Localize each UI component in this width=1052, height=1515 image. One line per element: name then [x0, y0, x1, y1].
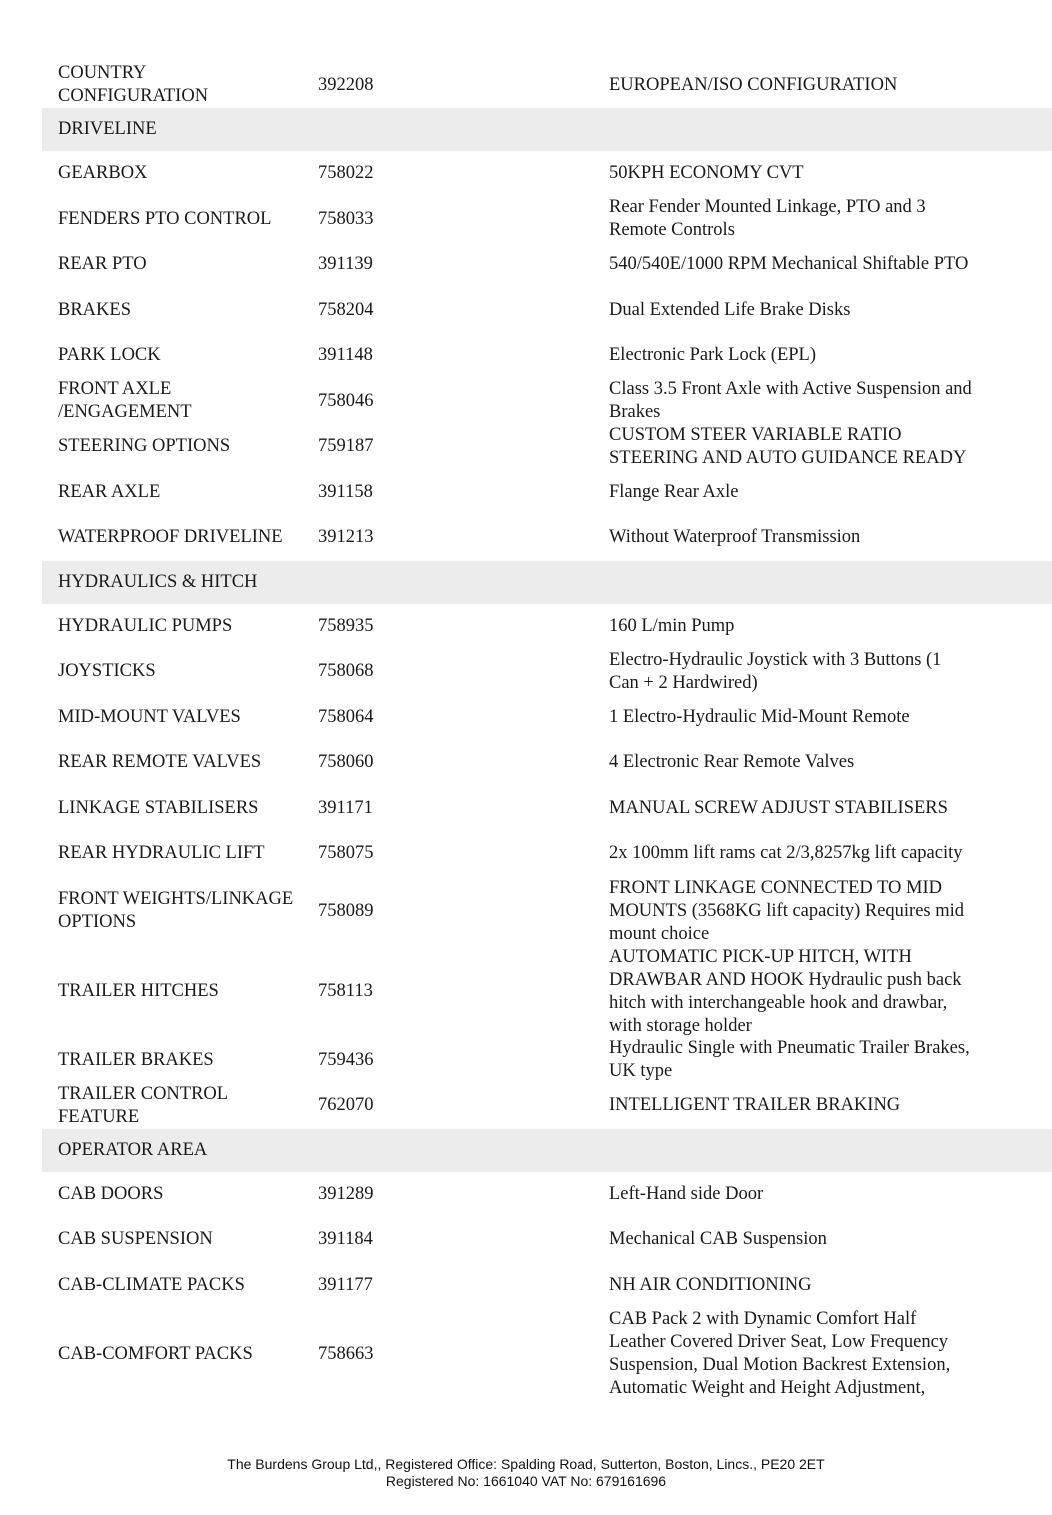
option-name: REAR PTO — [58, 254, 147, 275]
option-name: CAB SUSPENSION — [58, 1229, 213, 1250]
table-row — [42, 470, 1052, 516]
option-description: 540/540E/1000 RPM Mechanical Shiftable PTO — [609, 254, 969, 275]
option-name: GEARBOX — [58, 163, 148, 184]
table-row — [42, 62, 1052, 108]
table-row — [42, 649, 1052, 695]
option-code: 391213 — [318, 527, 374, 548]
option-description: 2x 100mm lift rams cat 2/3,8257kg lift capacity — [609, 843, 963, 864]
option-description: Electronic Park Lock (EPL) — [609, 345, 817, 366]
option-name: FRONT WEIGHTS/LINKAGE OPTIONS — [58, 889, 294, 932]
spec-table — [42, 62, 1052, 1400]
option-description: Flange Rear Axle — [609, 481, 739, 502]
option-name: TRAILER CONTROL FEATURE — [58, 1083, 229, 1127]
section-header — [42, 108, 1052, 151]
option-name: STEERING OPTIONS — [58, 436, 231, 457]
option-code: 759436 — [318, 1049, 374, 1070]
option-name: REAR REMOTE VALVES — [58, 752, 262, 773]
option-code: 391184 — [318, 1229, 373, 1250]
option-description: NH AIR CONDITIONING — [609, 1274, 812, 1295]
table-row — [42, 946, 1052, 1038]
option-name: CAB-COMFORT PACKS — [58, 1343, 253, 1364]
option-description: Rear Fender Mounted Linkage, PTO and 3 Remote Controls — [609, 197, 926, 241]
option-name: FENDERS PTO CONTROL — [58, 208, 272, 229]
table-row — [42, 242, 1052, 288]
option-description: 1 Electro-Hydraulic Mid-Mount Remote — [609, 706, 910, 727]
option-name: LINKAGE STABILISERS — [58, 797, 259, 818]
table-row — [42, 151, 1052, 197]
option-description: Class 3.5 Front Axle with Active Suspension and Brakes — [609, 379, 972, 423]
table-row — [42, 831, 1052, 877]
option-code: 758935 — [318, 615, 374, 636]
option-description: FRONT LINKAGE CONNECTED TO MID MOUNTS (3568KG lift capacity) Requires mid mount choice — [609, 877, 965, 944]
footer-registration-numbers: Registered No: 1661040 VAT No: 679161696 — [385, 1473, 667, 1489]
table-row — [42, 515, 1052, 561]
table-row — [42, 740, 1052, 786]
option-code: 391171 — [318, 797, 373, 818]
option-code: 758033 — [318, 208, 374, 229]
option-name: TRAILER HITCHES — [58, 981, 219, 1001]
table-row — [42, 1217, 1052, 1263]
footer-registered-office: The Burdens Group Ltd,, Registered Office: Spalding Road, Sutterton, Boston, Lincs., PE20 2ET — [227, 1456, 825, 1472]
option-description: Electro-Hydraulic Joystick with 3 Buttons (1 Can + 2 Hardwired) — [609, 649, 942, 693]
option-code: 758046 — [318, 390, 374, 411]
option-description: Left-Hand side Door — [609, 1183, 764, 1204]
option-code: 758089 — [318, 900, 374, 921]
option-code: 758060 — [318, 752, 374, 773]
option-name: PARK LOCK — [58, 345, 161, 366]
option-code: 762070 — [318, 1095, 374, 1116]
option-name: REAR AXLE — [58, 481, 161, 502]
option-code: 758113 — [318, 981, 373, 1001]
table-row — [42, 695, 1052, 741]
option-description: 50KPH ECONOMY CVT — [609, 163, 804, 184]
option-name: MID-MOUNT VALVES — [58, 706, 241, 727]
table-row — [42, 197, 1052, 243]
option-name: CAB DOORS — [58, 1183, 164, 1204]
section-title: HYDRAULICS & HITCH — [58, 571, 258, 592]
section-header — [42, 1129, 1052, 1172]
option-description: AUTOMATIC PICK-UP HITCH, WITH DRAWBAR AND HOOK Hydraulic push back hitch with interchangeable hook and drawbar, with storage holder — [609, 946, 962, 1036]
option-description: Mechanical CAB Suspension — [609, 1229, 827, 1250]
table-row — [42, 1083, 1052, 1129]
table-row — [42, 333, 1052, 379]
table-row — [42, 786, 1052, 832]
option-code: 392208 — [318, 74, 374, 95]
option-code: 391148 — [318, 345, 373, 366]
option-code: 758064 — [318, 706, 374, 727]
option-code: 758022 — [318, 163, 374, 184]
option-description: EUROPEAN/ISO CONFIGURATION — [609, 74, 898, 95]
option-code: 759187 — [318, 436, 374, 457]
option-description: Hydraulic Single with Pneumatic Trailer Brakes, UK type — [609, 1038, 970, 1082]
option-description: CAB Pack 2 with Dynamic Comfort Half Leather Covered Driver Seat, Low Frequency Suspension, Dual Motion Backrest Extension, Automatic Weight and Height Adjustment, — [609, 1309, 951, 1398]
option-name: CAB-CLIMATE PACKS — [58, 1274, 245, 1295]
option-description: Dual Extended Life Brake Disks — [609, 299, 851, 320]
option-code: 391289 — [318, 1183, 374, 1204]
option-name: BRAKES — [58, 299, 131, 320]
option-description: 160 L/min Pump — [609, 615, 735, 636]
table-row — [42, 604, 1052, 650]
option-code: 758075 — [318, 843, 374, 864]
table-row — [42, 1172, 1052, 1218]
section-title: OPERATOR AREA — [58, 1139, 208, 1160]
option-code: 758663 — [318, 1343, 374, 1364]
option-name: COUNTRY CONFIGURATION — [58, 63, 209, 106]
option-code: 391177 — [318, 1274, 373, 1295]
option-name: TRAILER BRAKES — [58, 1049, 214, 1070]
option-name: JOYSTICKS — [58, 661, 156, 682]
option-description: Without Waterproof Transmission — [609, 527, 861, 548]
footer — [0, 1456, 1052, 1490]
option-code: 391139 — [318, 254, 373, 275]
option-name: FRONT AXLE /ENGAGEMENT — [58, 379, 192, 423]
option-name: REAR HYDRAULIC LIFT — [58, 843, 265, 864]
option-code: 758068 — [318, 661, 374, 682]
table-row — [42, 424, 1052, 470]
option-description: MANUAL SCREW ADJUST STABILISERS — [609, 797, 948, 818]
table-row — [42, 1263, 1052, 1309]
option-name: WATERPROOF DRIVELINE — [58, 527, 283, 548]
option-description: 4 Electronic Rear Remote Valves — [609, 752, 855, 773]
table-row — [42, 877, 1052, 946]
section-title: DRIVELINE — [58, 119, 157, 139]
option-code: 758204 — [318, 299, 374, 320]
table-row — [42, 288, 1052, 334]
option-description: INTELLIGENT TRAILER BRAKING — [609, 1095, 901, 1116]
option-description: CUSTOM STEER VARIABLE RATIO STEERING AND AUTO GUIDANCE READY — [609, 424, 967, 468]
table-row — [42, 1308, 1052, 1400]
table-row — [42, 1038, 1052, 1084]
option-name: HYDRAULIC PUMPS — [58, 615, 233, 636]
section-header — [42, 561, 1052, 604]
table-row — [42, 379, 1052, 425]
option-code: 391158 — [318, 481, 373, 502]
